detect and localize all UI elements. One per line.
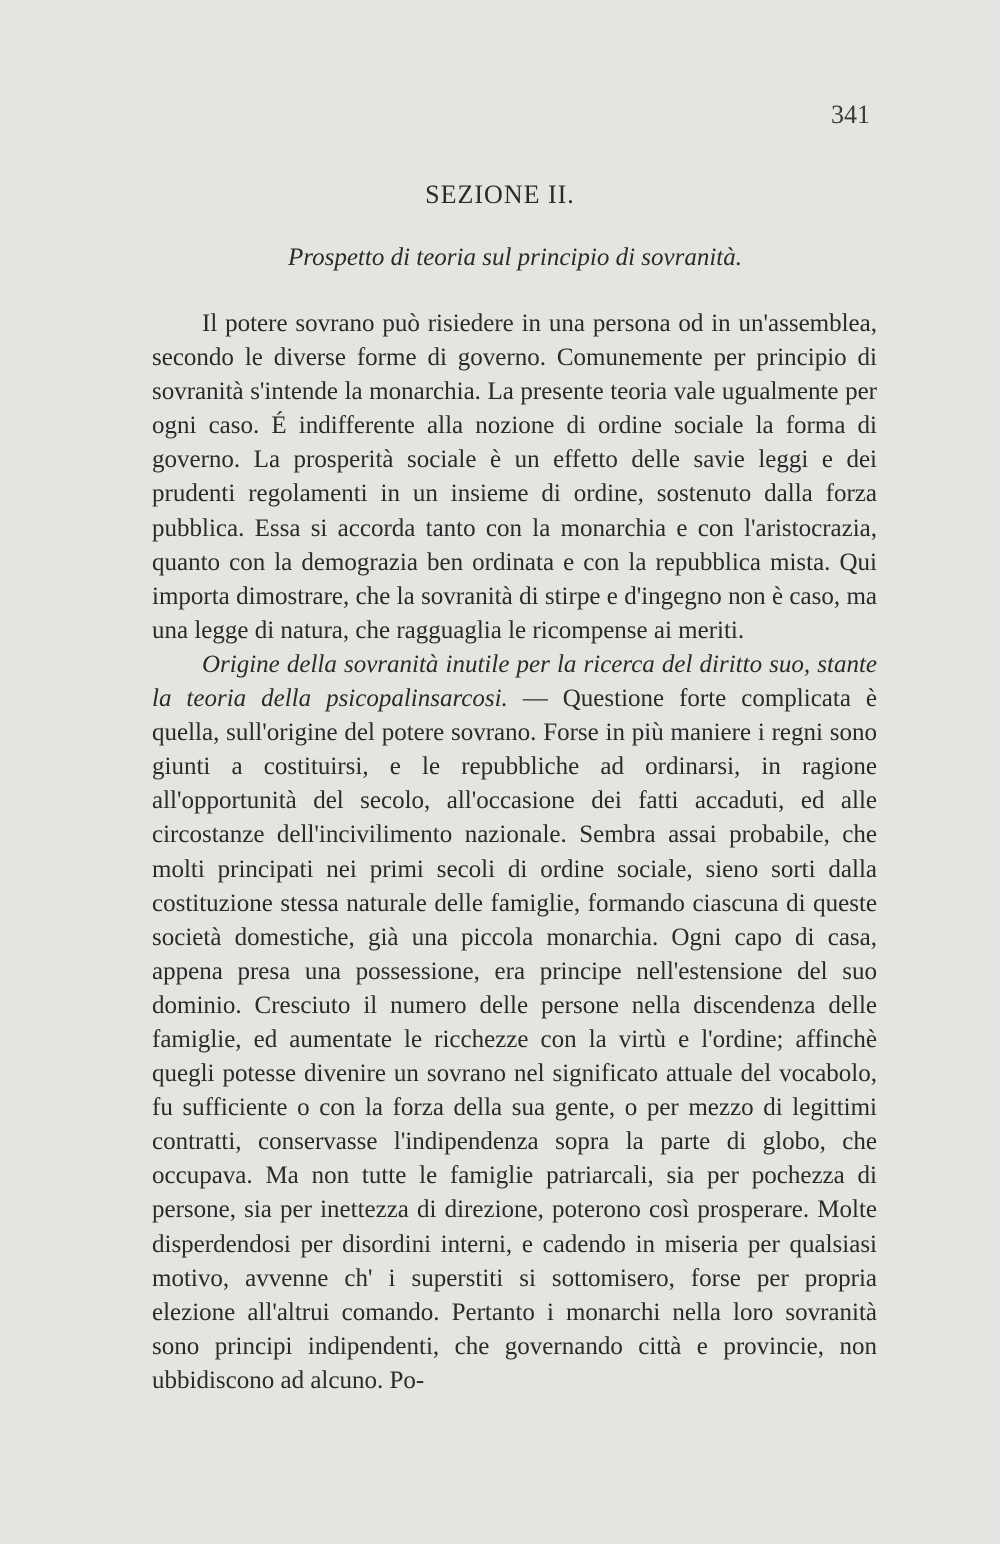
paragraph-1: Il potere sovrano può risiedere in una persona od in un'assemblea, secondo le diverse forme di governo. Comunemente per principio di sovranità s'intende la monarchia. La presente teoria vale ugualmente per ogni caso. É indifferente alla nozione di ordine sociale la forma di governo. La prosperità sociale è un effetto delle savie leggi e dei prudenti regolamenti in un insieme di ordine, sostenuto dalla forza pubblica. Essa si accorda tanto con la monarchia e con l'aristocrazia, quanto con la demograzia ben ordinata e con la repubblica mista. Qui importa dimostrare, che la sovranità di stirpe e d'ingegno non è caso, ma una legge di natura, che ragguaglia le ricompense ai meriti.	[152, 310, 877, 644]
section-heading: SEZIONE II.	[425, 180, 575, 209]
body-text	[152, 307, 877, 1398]
paragraph-2-text: — Questione forte complicata è quella, sull'origine del potere sovrano. Forse in più maniere i regni sono giunti a costituirsi, e le repubbliche ad ordinarsi, in ragione all'opportunità del secolo, all'occasione dei fatti accaduti, ed alle circostanze dell'incivilimento nazionale. Sembra assai probabile, che molti principati nei primi secoli di ordine sociale, sieno sorti dalla costituzione stessa naturale delle famiglie, formando ciascuna di queste società domestiche, già una piccola monarchia. Ogni capo di casa, appena presa una possessione, era principe nell'estensione del suo dominio. Cresciuto il numero delle persone nella discendenza delle famiglie, ed aumentate le ricchezze con la virtù e l'ordine; affinchè quegli potesse divenire un sovrano nel significato attuale del vocabolo, fu sufficiente o con la forza della sua gente, o per mezzo di legittimi contratti, conservasse l'indipendenza sopra la parte di globo, che occupava. Ma non tutte le famiglie patriarcali, sia per pochezza di persone, sia per inettezza di direzione, poterono così prosperare. Molte disperdendosi per disordini interni, e cadendo in miseria per qualsiasi motivo, avvenne ch' i superstiti si sottomisero, forse per propria elezione all'altrui comando. Pertanto i monarchi nella loro sovranità sono principi indipendenti, che governando città e provincie, non ubbidiscono ad alcuno. Po-	[152, 685, 877, 1394]
paragraph-2-heading: Origine della sovranità inutile per la ricerca del diritto suo, stante la teoria della psicopalinsarcosi.	[152, 650, 877, 713]
section-subtitle: Prospetto di teoria sul principio di sovranità.	[288, 244, 742, 271]
page-number: 341	[831, 100, 870, 129]
paragraph-2	[152, 648, 877, 1398]
